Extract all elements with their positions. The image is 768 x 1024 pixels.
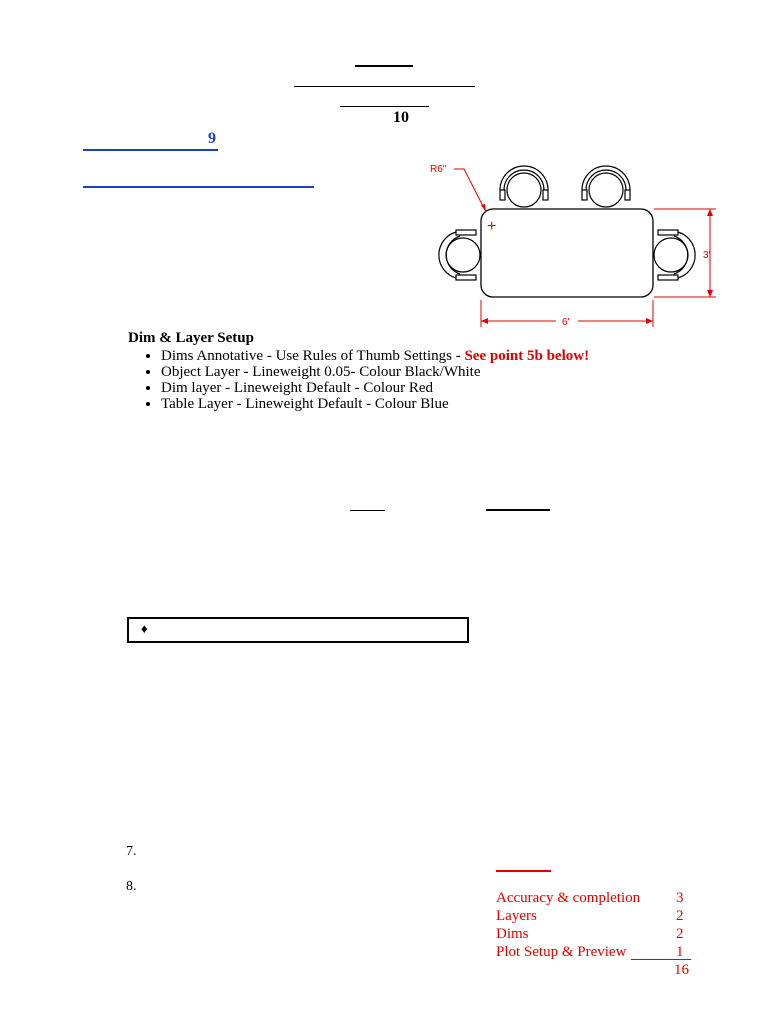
setup-item — [161, 380, 589, 396]
middle-rule-short — [350, 510, 385, 511]
marks-table — [496, 889, 696, 978]
marks-label: Dims — [496, 926, 529, 942]
radius-leader — [454, 169, 486, 212]
step-7: 7. — [126, 844, 137, 859]
setup-item — [161, 348, 589, 364]
marks-value: 2 — [676, 908, 684, 924]
width-label: 6' — [562, 317, 570, 328]
marks-total-rule — [631, 959, 691, 960]
center-mark: + — [487, 218, 497, 235]
marks-label: Accuracy & completion — [496, 890, 641, 906]
table-drawing — [420, 150, 720, 330]
chair-top-left — [500, 166, 548, 207]
marks-label: Layers — [496, 908, 537, 924]
header-rule-long — [294, 86, 475, 87]
setup-list — [141, 348, 589, 412]
radius-label: R6" — [430, 164, 447, 175]
marks-row — [496, 925, 696, 943]
radius-arrowhead — [481, 204, 486, 212]
header-rule-short — [355, 65, 413, 67]
setup-title: Dim & Layer Setup — [128, 330, 254, 346]
table-outline — [481, 209, 653, 297]
marks-label: Plot Setup & Preview — [496, 944, 627, 960]
diamond-bullet: ♦ — [141, 621, 148, 636]
page-number: 10 — [393, 109, 409, 126]
setup-item-highlight: See point 5b below! — [464, 348, 590, 364]
setup-item-text: Table Layer - Lineweight Default - Colour Blue — [161, 396, 449, 412]
marks-row — [496, 889, 696, 907]
middle-rule-long — [486, 509, 550, 511]
marks-value: 3 — [676, 890, 684, 906]
blue-link-rule-1[interactable] — [83, 149, 218, 151]
marks-value: 1 — [676, 944, 684, 960]
setup-item-text: Dim layer - Lineweight Default - Colour Red — [161, 380, 434, 396]
marks-value: 2 — [676, 926, 684, 942]
chair-right — [654, 230, 695, 280]
chair-top-right — [582, 166, 630, 207]
chair-left — [439, 230, 480, 280]
marks-row — [496, 907, 696, 925]
setup-item-text: Dims Annotative - Use Rules of Thumb Settings - — [161, 348, 465, 364]
setup-item — [161, 364, 589, 380]
blue-link-rule-2[interactable] — [83, 186, 314, 188]
blue-number: 9 — [208, 130, 216, 147]
setup-item-text: Object Layer - Lineweight 0.05- Colour Black/White — [161, 364, 481, 380]
bullet-box — [127, 617, 469, 643]
setup-item — [161, 396, 589, 412]
marks-total: 16 — [674, 962, 689, 978]
step-8: 8. — [126, 879, 137, 894]
header-rule-mid — [340, 106, 429, 107]
marks-heading-rule — [496, 870, 551, 872]
height-label: 3' — [703, 250, 711, 261]
